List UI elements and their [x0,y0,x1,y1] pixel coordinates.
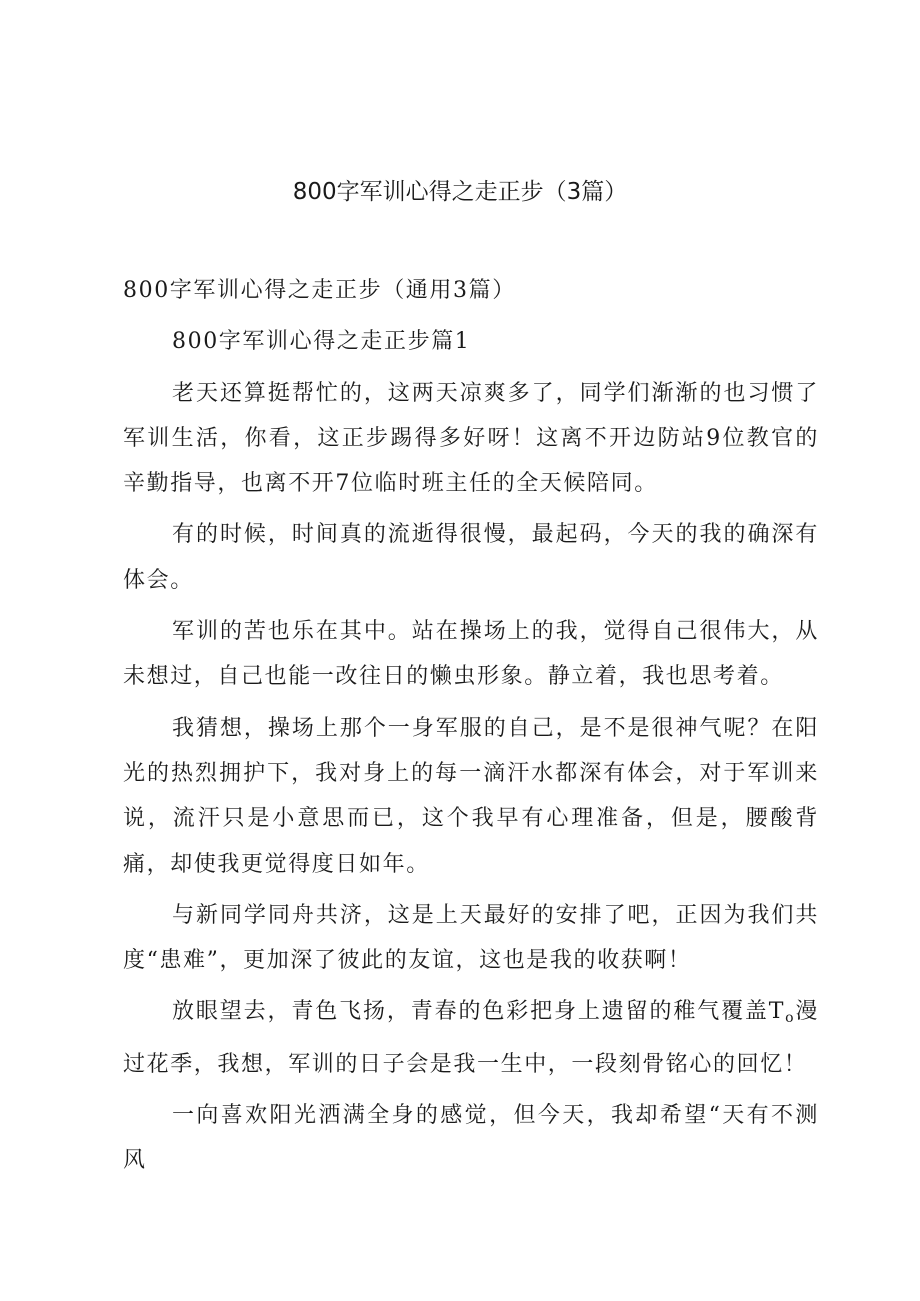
paragraph-6-subscript: o [785,1010,796,1027]
document-body [123,268,819,1190]
paragraph-5: 与新同学同舟共济，这是上天最好的安排了吧，正因为我们共度“患难”，更加深了彼此的友谊，这也是我的收获啊！ [123,902,819,974]
paragraph-3: 军训的苦也乐在其中。站在操场上的我，觉得自己很伟大，从未想过，自己也能一改往日的懒虫形象。静立着，我也思考着。 [123,619,819,690]
section-heading: 800字军训心得之走正步篇1 [172,329,471,355]
document-title: 800字军训心得之走正步（3篇） [292,179,628,205]
document-subtitle: 800字军训心得之走正步（通用3篇） [123,278,516,303]
paragraph-7: 一向喜欢阳光洒满全身的感觉，但今天，我却希望“天有不测风 [123,1103,819,1174]
paragraph-4: 我猜想，操场上那个一身军服的自己，是不是很神气呢？在阳光的热烈拥护下，我对身上的每一滴汗水都深有体会，对于军训来说，流汗只是小意思而已，这个我早有心理准备，但是，腰酸背痛，却使我更觉得度日如年。 [123,715,819,877]
paragraph-6 [123,989,819,1087]
paragraph-2: 有的时候，时间真的流逝得很慢，最起码，今天的我的确深有体会。 [123,522,819,593]
paragraph-6-before: 放眼望去，青色飞扬，青春的色彩把身上遗留的稚气覆盖T [172,999,786,1025]
paragraph-1: 老天还算挺帮忙的，这两天凉爽多了，同学们渐渐的也习惯了军训生活，你看，这正步踢得多好呀！这离不开边防站9位教官的辛勤指导，也离不开7位临时班主任的全天候陪同。 [123,380,819,497]
paragraph-6-after: 漫过花季，我想，军训的日子会是我一生中，一段刻骨铭心的回忆！ [123,999,819,1077]
